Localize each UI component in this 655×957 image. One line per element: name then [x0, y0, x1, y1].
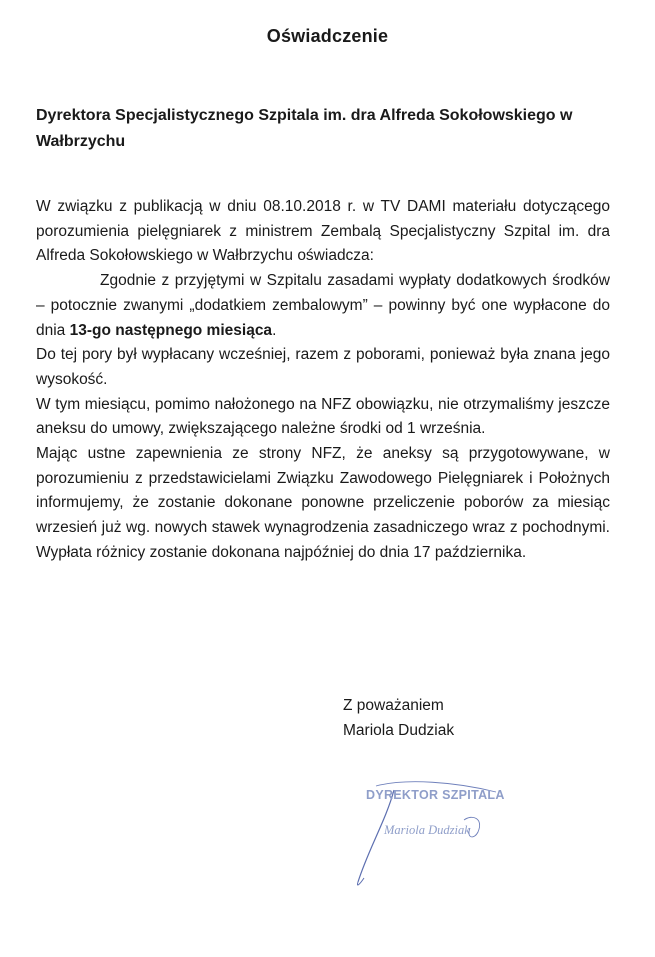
paragraph-1: W związku z publikacją w dniu 08.10.2018 r. w TV DAMI materiału dotyczącego porozumienia pielęgniarek z ministrem Zembalą Specjalistyczny Szpital im. dra Alfreda Sokołowskiego w Wałbrzychu oświadcza: — [36, 198, 610, 265]
closing-name: Mariola Dudziak — [343, 721, 455, 739]
director-stamp — [346, 780, 546, 900]
stamp-title: DYREKTOR SZPITALA — [366, 788, 505, 802]
paragraph-2-end: . — [272, 321, 277, 339]
paragraph-4: W tym miesiącu, pomimo nałożonego na NFZ obowiązku, nie otrzymaliśmy jeszcze aneksu do umowy, zwiększającego należne środki od 1 września. — [36, 395, 610, 438]
paragraph-2 — [36, 269, 610, 343]
document-heading: Dyrektora Specjalistycznego Szpitala im. dra Alfreda Sokołowskiego w Wałbrzychu — [36, 107, 573, 150]
closing-block — [343, 694, 454, 743]
letter-body — [36, 195, 610, 566]
stamp-name: Mariola Dudziak — [384, 823, 470, 837]
paragraph-3: Do tej pory był wypłacany wcześniej, razem z poborami, ponieważ była znana jego wysokość. — [36, 346, 610, 388]
closing-greeting: Z poważaniem — [343, 697, 444, 714]
paragraph-2-start: Zgodnie z przyjętymi w Szpitalu zasadami wypłaty dodatkowych środków – potocznie zwanymi „dodatkiem zembalowym” – powinny być one wypłacone do dnia — [36, 272, 610, 339]
paragraph-5: Mając ustne zapewnienia ze strony NFZ, że aneksy są przygotowywane, w porozumieniu z przedstawicielami Związku Zawodowego Pielęgniarek i Położnych informujemy, że zostanie dokonane ponowne przeliczenie poborów za miesiąc wrzesień już wg. nowych stawek wynagrodzenia zasadniczego wraz z pochodnymi. Wypłata różnicy zostanie dokonana najpóźniej do dnia 17 października. — [36, 445, 610, 561]
paragraph-2-bold: 13-go następnego miesiąca — [69, 321, 273, 339]
document-title: Oświadczenie — [266, 26, 389, 46]
